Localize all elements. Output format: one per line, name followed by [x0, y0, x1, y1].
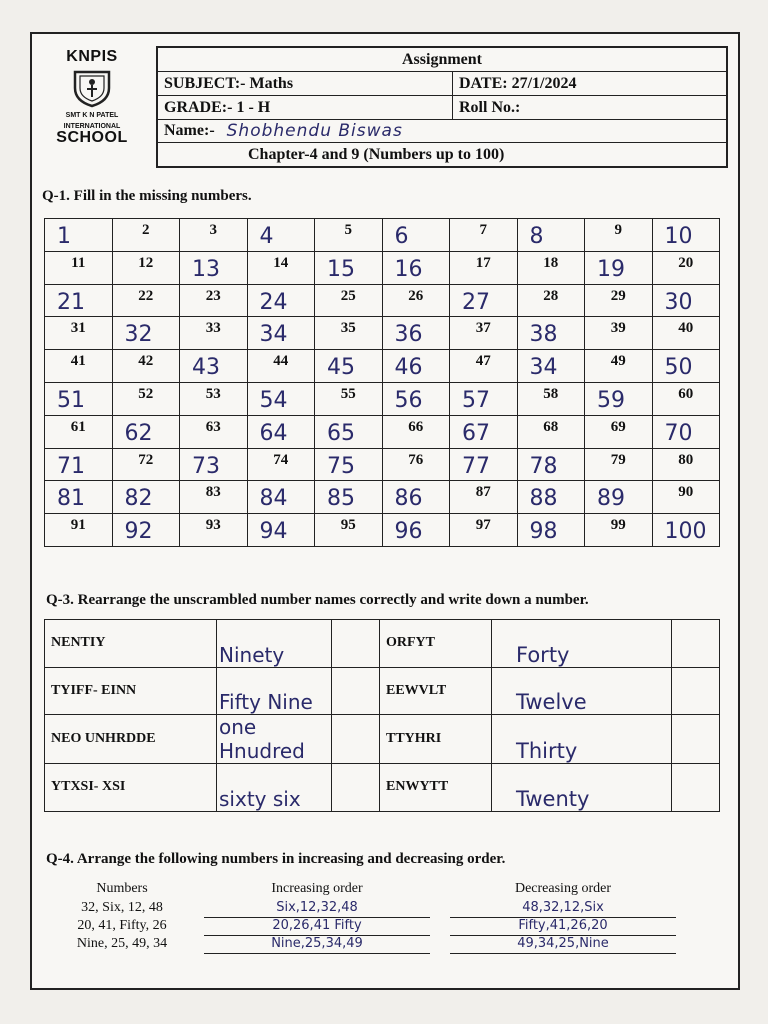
- handwritten-number: 36: [394, 322, 423, 348]
- crest-icon: [69, 68, 115, 108]
- grid-cell: [112, 448, 180, 481]
- grid-cell: [382, 251, 450, 284]
- answer-word: Twenty: [492, 764, 672, 812]
- grid-row: [45, 448, 720, 481]
- date-field: DATE: 27/1/2024: [459, 74, 577, 92]
- grid-cell: [247, 448, 315, 481]
- printed-number: 26: [408, 287, 424, 304]
- grid-cell: [180, 219, 248, 252]
- roll-field: Roll No.:: [459, 98, 521, 116]
- handwritten-number: 21: [57, 289, 85, 315]
- grid-cell: [652, 481, 720, 514]
- grid-cell: [450, 514, 518, 547]
- printed-number: 49: [610, 353, 626, 370]
- grid-cell: [180, 415, 248, 448]
- school-brand: KNPIS: [66, 48, 118, 65]
- handwritten-number: 8: [529, 224, 544, 249]
- grid-cell: [112, 219, 180, 252]
- printed-number: 61: [70, 418, 86, 435]
- grid-cell: [315, 317, 383, 350]
- handwritten-number: 59: [597, 387, 625, 413]
- handwritten-number: 70: [664, 420, 693, 446]
- grid-cell: [45, 251, 113, 284]
- printed-number: 33: [205, 320, 221, 337]
- grid-cell: [450, 317, 518, 350]
- handwritten-number: 54: [259, 387, 288, 413]
- printed-number: 22: [138, 287, 154, 304]
- printed-number: 63: [205, 418, 221, 435]
- printed-number: 37: [475, 320, 491, 337]
- grid-cell: [585, 219, 653, 252]
- handwritten-number: 6: [394, 224, 409, 249]
- decreasing-answer: 48,32,12,Six: [450, 900, 676, 918]
- grid-cell: [652, 317, 720, 350]
- header-name-row: [158, 119, 726, 142]
- grid-cell: [45, 350, 113, 383]
- grid-cell: [450, 382, 518, 415]
- number-box: [332, 620, 380, 668]
- handwritten-number: 64: [259, 420, 288, 446]
- printed-number: 55: [340, 385, 356, 402]
- printed-number: 58: [543, 385, 559, 402]
- unscramble-row: [45, 667, 720, 715]
- printed-number: 31: [70, 320, 86, 337]
- handwritten-number: 46: [394, 355, 423, 381]
- answer-word: Ninety: [217, 620, 332, 668]
- printed-number: 74: [273, 451, 289, 468]
- grid-cell: [247, 514, 315, 547]
- q3-title: Q-3. Rearrange the unscrambled number names correctly and write down a number.: [46, 592, 589, 608]
- grid-row: [45, 481, 720, 514]
- handwritten-number: 98: [529, 519, 558, 545]
- grid-cell: [180, 481, 248, 514]
- printed-number: 69: [610, 418, 626, 435]
- answer-word: Twelve: [492, 667, 672, 715]
- grid-cell: [450, 251, 518, 284]
- printed-number: 9: [614, 222, 622, 238]
- school-line2: INTERNATIONAL: [63, 123, 121, 130]
- handwritten-number: 67: [462, 420, 490, 446]
- header-grade-row: [158, 95, 726, 119]
- handwritten-number: 62: [124, 420, 153, 446]
- order-row: [32, 900, 742, 918]
- grid-cell: [585, 481, 653, 514]
- grid-cell: [517, 317, 585, 350]
- grid-cell: [652, 219, 720, 252]
- handwritten-number: 43: [192, 355, 220, 381]
- handwritten-number: 10: [664, 224, 693, 249]
- printed-number: 97: [475, 517, 491, 534]
- scrambled-word: ORFYT: [380, 620, 492, 668]
- grid-cell: [382, 514, 450, 547]
- handwritten-number: 86: [394, 486, 423, 512]
- grid-cell: [180, 514, 248, 547]
- answer-word: Thirty: [492, 715, 672, 764]
- order-row: [32, 918, 742, 936]
- grid-row: [45, 382, 720, 415]
- grid-cell: [652, 284, 720, 317]
- school-name: SCHOOL: [56, 129, 128, 146]
- decreasing-answer: Fifty,41,26,20: [450, 918, 676, 936]
- printed-number: 40: [678, 320, 694, 337]
- name-label: Name:-: [164, 122, 215, 139]
- chapter-field: Chapter-4 and 9 (Numbers up to 100): [248, 145, 505, 163]
- number-box: [672, 667, 720, 715]
- grid-cell: [585, 284, 653, 317]
- handwritten-number: 100: [664, 519, 707, 545]
- grid-row: [45, 415, 720, 448]
- number-box: [332, 667, 380, 715]
- printed-number: 29: [610, 287, 626, 304]
- handwritten-number: 16: [394, 256, 423, 282]
- grid-cell: [450, 415, 518, 448]
- handwritten-number: 27: [462, 289, 490, 315]
- handwritten-number: 38: [529, 322, 558, 348]
- scrambled-word: NEO UNHRDDE: [45, 715, 217, 764]
- grid-cell: [585, 317, 653, 350]
- school-line1: SMT K N PATEL: [65, 112, 119, 119]
- grid-cell: [247, 219, 315, 252]
- grid-cell: [315, 284, 383, 317]
- grid-row: [45, 251, 720, 284]
- grid-cell: [450, 219, 518, 252]
- number-box: [672, 764, 720, 812]
- printed-number: 87: [475, 484, 491, 501]
- grid-cell: [517, 382, 585, 415]
- handwritten-number: 24: [259, 289, 288, 315]
- handwritten-number: 19: [597, 256, 625, 282]
- printed-number: 23: [205, 287, 221, 304]
- handwritten-number: 77: [462, 453, 490, 479]
- grid-cell: [247, 382, 315, 415]
- printed-number: 5: [344, 222, 352, 238]
- grid-cell: [652, 251, 720, 284]
- grid-cell: [180, 251, 248, 284]
- handwritten-number: 30: [664, 289, 693, 315]
- student-name: Shobhendu Biswas: [226, 121, 403, 141]
- handwritten-number: 94: [259, 519, 288, 545]
- given-numbers: Nine, 25, 49, 34: [76, 936, 168, 951]
- answer-word: Fifty Nine: [217, 667, 332, 715]
- grid-cell: [450, 284, 518, 317]
- printed-number: 44: [273, 353, 289, 370]
- grid-cell: [517, 284, 585, 317]
- grid-cell: [112, 514, 180, 547]
- grid-row: [45, 514, 720, 547]
- grid-row: [45, 284, 720, 317]
- increasing-header: Increasing order: [271, 881, 363, 896]
- grid-cell: [652, 514, 720, 547]
- grid-cell: [517, 251, 585, 284]
- grid-cell: [652, 448, 720, 481]
- printed-number: 53: [205, 385, 221, 402]
- printed-number: 18: [543, 254, 559, 271]
- grid-cell: [45, 514, 113, 547]
- grid-cell: [45, 317, 113, 350]
- grid-cell: [315, 514, 383, 547]
- grid-cell: [315, 350, 383, 383]
- printed-number: 25: [340, 287, 356, 304]
- printed-number: 95: [340, 517, 356, 534]
- grid-row: [45, 350, 720, 383]
- grid-cell: [45, 382, 113, 415]
- grid-cell: [315, 382, 383, 415]
- handwritten-number: 50: [664, 355, 693, 381]
- handwritten-number: 4: [259, 224, 274, 249]
- grade-field: GRADE:- 1 - H: [158, 96, 453, 119]
- grid-cell: [180, 448, 248, 481]
- printed-number: 14: [273, 254, 289, 271]
- grid-cell: [382, 317, 450, 350]
- grid-cell: [315, 481, 383, 514]
- grid-cell: [112, 251, 180, 284]
- scrambled-word: TYIFF- EINN: [45, 667, 217, 715]
- grid-cell: [450, 481, 518, 514]
- increasing-answer: Six,12,32,48: [204, 900, 430, 918]
- printed-number: 79: [610, 451, 626, 468]
- number-box: [672, 715, 720, 764]
- printed-number: 93: [205, 517, 221, 534]
- handwritten-number: 65: [327, 420, 355, 446]
- q4-title: Q-4. Arrange the following numbers in increasing and decreasing order.: [46, 851, 506, 867]
- header-subject-row: [158, 71, 726, 95]
- grid-cell: [180, 382, 248, 415]
- printed-number: 60: [678, 385, 694, 402]
- grid-cell: [585, 514, 653, 547]
- grid-cell: [382, 382, 450, 415]
- grid-cell: [382, 415, 450, 448]
- assignment-header: [156, 46, 728, 168]
- q1-title: Q-1. Fill in the missing numbers.: [42, 188, 252, 204]
- grid-cell: [112, 284, 180, 317]
- grid-cell: [112, 415, 180, 448]
- handwritten-number: 89: [597, 486, 625, 512]
- grid-cell: [652, 350, 720, 383]
- grid-cell: [45, 219, 113, 252]
- printed-number: 66: [408, 418, 424, 435]
- grid-cell: [315, 219, 383, 252]
- printed-number: 41: [70, 353, 86, 370]
- handwritten-number: 13: [192, 256, 220, 282]
- printed-number: 47: [475, 353, 491, 370]
- handwritten-number: 51: [57, 387, 85, 413]
- grid-cell: [652, 382, 720, 415]
- grid-cell: [382, 219, 450, 252]
- increasing-answer: 20,26,41 Fifty: [204, 918, 430, 936]
- printed-number: 28: [543, 287, 559, 304]
- handwritten-number: 45: [327, 355, 355, 381]
- answer-word: Forty: [492, 620, 672, 668]
- printed-number: 99: [610, 517, 626, 534]
- handwritten-number: 1: [57, 224, 71, 249]
- printed-number: 20: [678, 254, 694, 271]
- number-grid: [44, 218, 720, 547]
- grid-cell: [112, 350, 180, 383]
- scrambled-word: ENWYTT: [380, 764, 492, 812]
- given-numbers: 32, Six, 12, 48: [81, 900, 163, 915]
- handwritten-number: 71: [57, 453, 85, 479]
- grid-cell: [180, 317, 248, 350]
- printed-number: 7: [479, 222, 487, 238]
- grid-cell: [247, 350, 315, 383]
- school-logo: [46, 48, 138, 146]
- handwritten-number: 78: [529, 453, 558, 479]
- handwritten-number: 56: [394, 387, 423, 413]
- unscramble-table: [44, 619, 720, 812]
- printed-number: 17: [475, 254, 491, 271]
- number-box: [672, 620, 720, 668]
- grid-cell: [382, 350, 450, 383]
- header-chapter-row: [158, 142, 726, 166]
- grid-cell: [45, 415, 113, 448]
- grid-cell: [382, 481, 450, 514]
- printed-number: 12: [138, 254, 154, 271]
- grid-cell: [382, 284, 450, 317]
- grid-cell: [585, 382, 653, 415]
- grid-cell: [517, 514, 585, 547]
- handwritten-number: 57: [462, 387, 490, 413]
- grid-cell: [585, 448, 653, 481]
- printed-number: 83: [205, 484, 221, 501]
- unscramble-row: [45, 715, 720, 764]
- q4-header-row: [32, 881, 742, 899]
- handwritten-number: 75: [327, 453, 355, 479]
- grid-cell: [45, 284, 113, 317]
- printed-number: 2: [142, 222, 150, 238]
- grid-cell: [517, 350, 585, 383]
- printed-number: 52: [138, 385, 154, 402]
- handwritten-number: 88: [529, 486, 558, 512]
- printed-number: 39: [610, 320, 626, 337]
- answer-word: sixty six: [217, 764, 332, 812]
- grid-cell: [585, 415, 653, 448]
- header-title-row: [158, 48, 726, 71]
- grid-cell: [247, 481, 315, 514]
- scrambled-word: YTXSI- XSI: [45, 764, 217, 812]
- printed-number: 68: [543, 418, 559, 435]
- printed-number: 72: [138, 451, 154, 468]
- grid-cell: [517, 219, 585, 252]
- scrambled-word: TTYHRI: [380, 715, 492, 764]
- handwritten-number: 34: [529, 355, 558, 381]
- grid-cell: [517, 481, 585, 514]
- grid-cell: [315, 415, 383, 448]
- grid-cell: [247, 317, 315, 350]
- handwritten-number: 96: [394, 519, 423, 545]
- grid-cell: [450, 448, 518, 481]
- number-box: [332, 764, 380, 812]
- given-numbers: 20, 41, Fifty, 26: [77, 918, 167, 933]
- grid-cell: [45, 448, 113, 481]
- handwritten-number: 84: [259, 486, 288, 512]
- grid-cell: [450, 350, 518, 383]
- unscramble-row: [45, 620, 720, 668]
- printed-number: 76: [408, 451, 424, 468]
- grid-cell: [382, 448, 450, 481]
- grid-cell: [112, 382, 180, 415]
- grid-row: [45, 317, 720, 350]
- handwritten-number: 92: [124, 519, 153, 545]
- handwritten-number: 15: [327, 256, 355, 282]
- printed-number: 11: [71, 254, 86, 271]
- grid-cell: [180, 284, 248, 317]
- grid-cell: [247, 415, 315, 448]
- printed-number: 3: [209, 222, 217, 238]
- grid-cell: [112, 317, 180, 350]
- printed-number: 90: [678, 484, 694, 501]
- grid-cell: [180, 350, 248, 383]
- handwritten-number: 73: [192, 453, 220, 479]
- printed-number: 91: [70, 517, 86, 534]
- printed-number: 42: [138, 353, 154, 370]
- grid-cell: [112, 481, 180, 514]
- grid-cell: [247, 251, 315, 284]
- handwritten-number: 81: [57, 486, 85, 512]
- assignment-title: Assignment: [401, 50, 482, 68]
- answer-word: one Hnudred: [217, 715, 332, 764]
- decreasing-answer: 49,34,25,Nine: [450, 936, 676, 954]
- grid-cell: [517, 448, 585, 481]
- increasing-answer: Nine,25,34,49: [204, 936, 430, 954]
- printed-number: 35: [340, 320, 356, 337]
- grid-cell: [652, 415, 720, 448]
- handwritten-number: 32: [124, 322, 153, 348]
- grid-cell: [247, 284, 315, 317]
- scrambled-word: EEWVLT: [380, 667, 492, 715]
- grid-cell: [517, 415, 585, 448]
- order-row: [32, 936, 742, 954]
- handwritten-number: 82: [124, 486, 153, 512]
- grid-cell: [315, 448, 383, 481]
- subject-field: SUBJECT:- Maths: [158, 72, 453, 95]
- assignment-sheet: [30, 32, 740, 990]
- number-box: [332, 715, 380, 764]
- unscramble-row: [45, 764, 720, 812]
- grid-cell: [585, 251, 653, 284]
- decreasing-header: Decreasing order: [514, 881, 611, 896]
- grid-cell: [315, 251, 383, 284]
- grid-row: [45, 219, 720, 252]
- scrambled-word: NENTIY: [45, 620, 217, 668]
- grid-cell: [45, 481, 113, 514]
- numbers-header: Numbers: [96, 881, 148, 896]
- handwritten-number: 34: [259, 322, 288, 348]
- printed-number: 80: [678, 451, 694, 468]
- handwritten-number: 85: [327, 486, 355, 512]
- grid-cell: [585, 350, 653, 383]
